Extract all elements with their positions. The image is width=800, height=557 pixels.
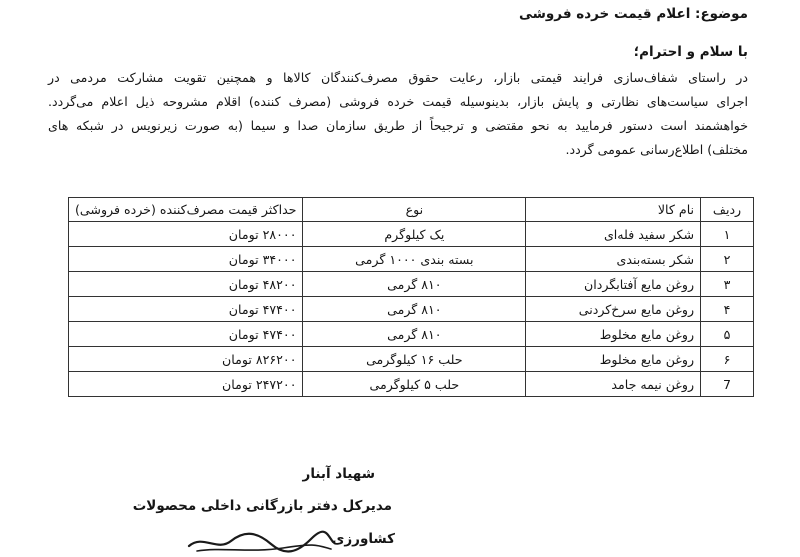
row-price: ۴۷۴۰۰ تومان: [69, 297, 303, 322]
row-type: ۸۱۰ گرمی: [303, 322, 526, 347]
signatory-title: مدیرکل دفتر بازرگانی داخلی محصولات: [132, 498, 392, 514]
row-price: ۸۲۶۲۰۰ تومان: [69, 347, 303, 372]
row-price: ۲۴۷۲۰۰ تومان: [69, 372, 303, 397]
row-index: 7: [701, 372, 754, 397]
row-type: حلب ۵ کیلوگرمی: [303, 372, 526, 397]
signatory-org: کشاورزی: [332, 531, 395, 547]
table-row: [69, 297, 754, 322]
row-index: ۶: [701, 347, 754, 372]
row-name: روغن مایع مخلوط: [526, 347, 701, 372]
header-index: ردیف: [701, 198, 754, 222]
row-name: روغن مایع سرخ‌کردنی: [526, 297, 701, 322]
row-name: شکر سفید فله‌ای: [526, 222, 701, 247]
row-price: ۳۴۰۰۰ تومان: [69, 247, 303, 272]
row-index: ۲: [701, 247, 754, 272]
header-type: نوع: [303, 198, 526, 222]
body-line: خواهشمند است دستور فرمایید به نحو مقتضی و ترجیحاً از طریق سازمان صدا و سیما (به صورت زیرنویس در شبکه های: [48, 118, 748, 133]
header-name: نام کالا: [526, 198, 701, 222]
body-line: مختلف) اطلاع‌رسانی عمومی گردد.: [565, 142, 748, 157]
body-line: اجرای سیاست‌های نظارتی و پایش بازار، بدینوسیله قیمت خرده فروشی (مصرف کننده) اقلام مشروحه ذیل اعلام می‌گردد.: [48, 94, 748, 109]
table-header-row: [69, 198, 754, 222]
letter-subject: موضوع: اعلام قیمت خرده فروشی: [518, 6, 748, 22]
row-price: ۴۸۲۰۰ تومان: [69, 272, 303, 297]
price-table: [68, 197, 754, 397]
row-index: ۵: [701, 322, 754, 347]
row-name: روغن مایع مخلوط: [526, 322, 701, 347]
body-line: در راستای شفاف‌سازی فرایند قیمتی بازار، رعایت حقوق مصرف‌کنندگان کالاها و همچنین تقویت مشارکت مردمی در: [48, 70, 748, 85]
table-row: [69, 322, 754, 347]
table-row: [69, 222, 754, 247]
table-row: [69, 247, 754, 272]
table-row: [69, 347, 754, 372]
row-price: ۴۷۴۰۰ تومان: [69, 322, 303, 347]
header-price: حداکثر قیمت مصرف‌کننده (خرده فروشی): [69, 198, 303, 222]
row-price: ۲۸۰۰۰ تومان: [69, 222, 303, 247]
row-index: ۳: [701, 272, 754, 297]
row-name: روغن مایع آفتابگردان: [526, 272, 701, 297]
letter-greeting: با سلام و احترام؛: [633, 44, 748, 60]
signatory-name: شهیاد آبنار: [302, 466, 375, 482]
row-index: ۴: [701, 297, 754, 322]
row-type: بسته بندی ۱۰۰۰ گرمی: [303, 247, 526, 272]
row-index: ۱: [701, 222, 754, 247]
table-row: [69, 272, 754, 297]
table-row: [69, 372, 754, 397]
row-type: ۸۱۰ گرمی: [303, 297, 526, 322]
row-name: شکر بسته‌بندی: [526, 247, 701, 272]
row-type: یک کیلوگرم: [303, 222, 526, 247]
letter-body: [48, 66, 748, 162]
handwritten-signature: [185, 528, 335, 557]
row-name: روغن نیمه جامد: [526, 372, 701, 397]
row-type: حلب ۱۶ کیلوگرمی: [303, 347, 526, 372]
row-type: ۸۱۰ گرمی: [303, 272, 526, 297]
